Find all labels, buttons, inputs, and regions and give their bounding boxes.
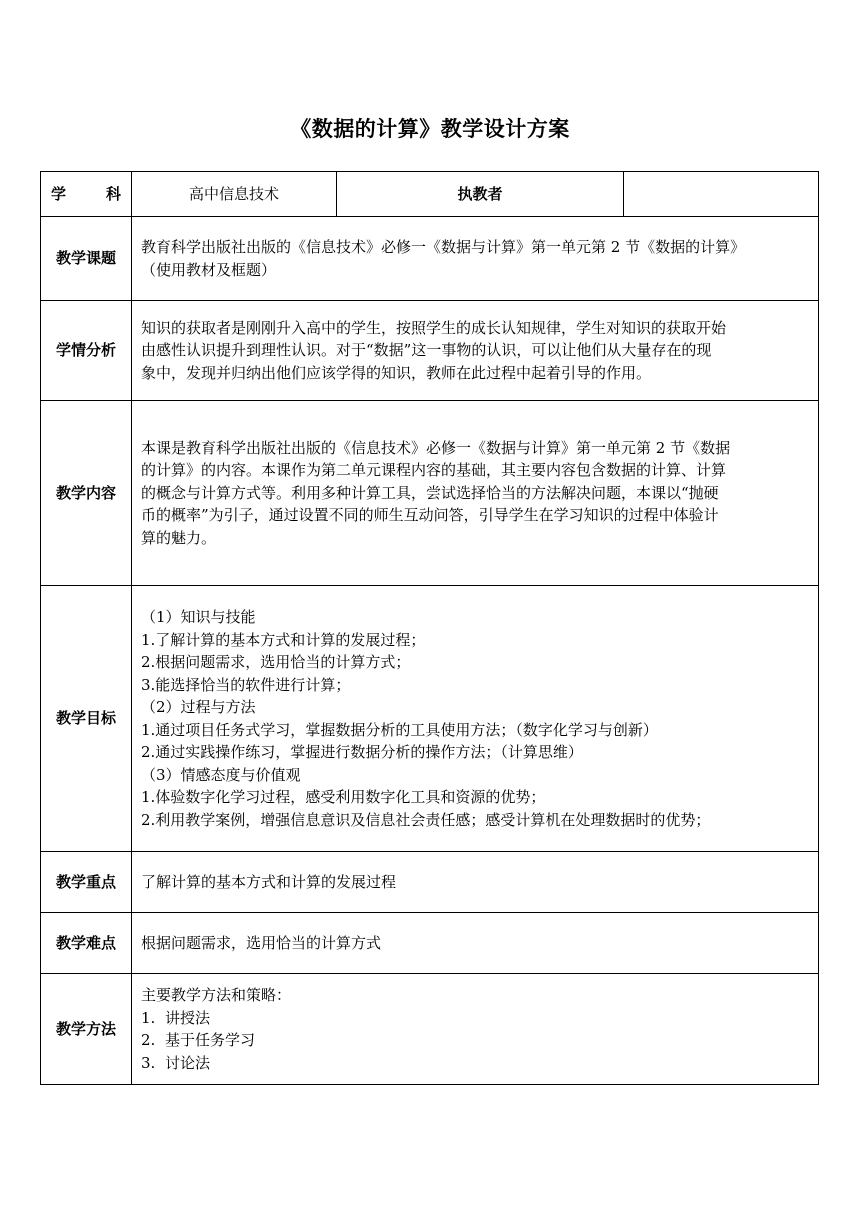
goals-line: （2）过程与方法 bbox=[141, 698, 256, 716]
analysis-line: 由感性认识提升到理性认识。对于“数据”这一事物的认识，可以让他们从大量存在的现 bbox=[141, 341, 712, 360]
table-row-methods bbox=[41, 974, 819, 1085]
analysis-line: 象中，发现并归纳出他们应该学得的知识，教师在此过程中起着引导的作用。 bbox=[141, 363, 652, 382]
key-points-label: 教学重点 bbox=[41, 852, 132, 913]
topic-line: （使用教材及框题） bbox=[141, 260, 277, 279]
goals-label: 教学目标 bbox=[41, 586, 132, 852]
lesson-plan-table bbox=[40, 171, 819, 1085]
key-points-content: 了解计算的基本方式和计算的发展过程 bbox=[132, 852, 819, 913]
content-line: 的概念与计算方式等。利用多种计算工具，尝试选择恰当的方法解决问题，本课以“抛硬 bbox=[141, 483, 719, 502]
goals-line: （1）知识与技能 bbox=[141, 608, 256, 626]
goals-content bbox=[132, 586, 819, 852]
content-line: 本课是教育科学出版社出版的《信息技术》必修一《数据与计算》第一单元第 2 节《数据 bbox=[141, 438, 731, 457]
goals-line: 2.根据问题需求，选用恰当的计算方式； bbox=[141, 653, 411, 671]
methods-label: 教学方法 bbox=[41, 974, 132, 1085]
methods-item-text: 基于任务学习 bbox=[165, 1031, 256, 1049]
analysis-label: 学情分析 bbox=[41, 301, 132, 401]
subject-label bbox=[41, 172, 132, 217]
table-row-analysis bbox=[41, 301, 819, 401]
goals-line: （3）情感态度与价值观 bbox=[141, 765, 301, 784]
methods-item-number: 3. bbox=[141, 1053, 156, 1072]
goals-line: 1.了解计算的基本方式和计算的发展过程； bbox=[141, 630, 426, 649]
methods-intro: 主要教学方法和策略： bbox=[141, 986, 292, 1004]
methods-item-text: 讨论法 bbox=[165, 1053, 211, 1072]
teacher-label: 执教者 bbox=[337, 172, 624, 217]
topic-content bbox=[132, 217, 819, 301]
teacher-value bbox=[624, 172, 819, 217]
methods-item bbox=[141, 1007, 814, 1030]
table-row-subject bbox=[41, 172, 819, 217]
content-content bbox=[132, 401, 819, 586]
analysis-line: 知识的获取者是刚刚升入高中的学生，按照学生的成长认知规律，学生对知识的获取开始 bbox=[141, 318, 727, 337]
table-row-difficulties bbox=[41, 913, 819, 974]
methods-item bbox=[141, 1052, 814, 1075]
subject-value: 高中信息技术 bbox=[132, 172, 337, 217]
methods-content bbox=[132, 974, 819, 1085]
goals-line: 2.通过实践操作练习，掌握进行数据分析的操作方法；（计算思维） bbox=[141, 743, 583, 761]
content-line: 的计算》的内容。本课作为第二单元课程内容的基础，其主要内容包含数据的计算、计算 bbox=[141, 461, 727, 480]
content-line: 算的魅力。 bbox=[141, 528, 217, 547]
methods-item bbox=[141, 1029, 814, 1052]
methods-item-number: 2. bbox=[141, 1031, 156, 1049]
table-row-key-points bbox=[41, 852, 819, 913]
table-row-topic bbox=[41, 217, 819, 301]
goals-line: 3.能选择恰当的软件进行计算； bbox=[141, 675, 351, 694]
goals-line: 2.利用教学案例，增强信息意识及信息社会责任感；感受计算机在处理数据时的优势； bbox=[141, 810, 711, 829]
goals-line: 1.体验数字化学习过程，感受利用数字化工具和资源的优势； bbox=[141, 788, 546, 806]
methods-item-text: 讲授法 bbox=[165, 1008, 211, 1027]
difficulties-label: 教学难点 bbox=[41, 913, 132, 974]
document-title: 《数据的计算》教学设计方案 bbox=[290, 117, 570, 141]
goals-line: 1.通过项目任务式学习，掌握数据分析的工具使用方法；（数字化学习与创新） bbox=[141, 720, 658, 739]
content-line: 币的概率”为引子，通过设置不同的师生互动问答，引导学生在学习知识的过程中体验计 bbox=[141, 506, 719, 525]
topic-label: 教学课题 bbox=[41, 217, 132, 301]
table-row-content bbox=[41, 401, 819, 586]
methods-item-number: 1. bbox=[141, 1008, 156, 1027]
difficulties-content: 根据问题需求，选用恰当的计算方式 bbox=[132, 913, 819, 974]
content-label: 教学内容 bbox=[41, 401, 132, 586]
subject-label-char: 科 bbox=[105, 184, 121, 203]
table-row-goals bbox=[41, 586, 819, 852]
subject-label-char: 学 bbox=[51, 184, 67, 203]
topic-line: 教育科学出版社出版的《信息技术》必修一《数据与计算》第一单元第 2 节《数据的计算》 bbox=[141, 238, 746, 256]
analysis-content bbox=[132, 301, 819, 401]
